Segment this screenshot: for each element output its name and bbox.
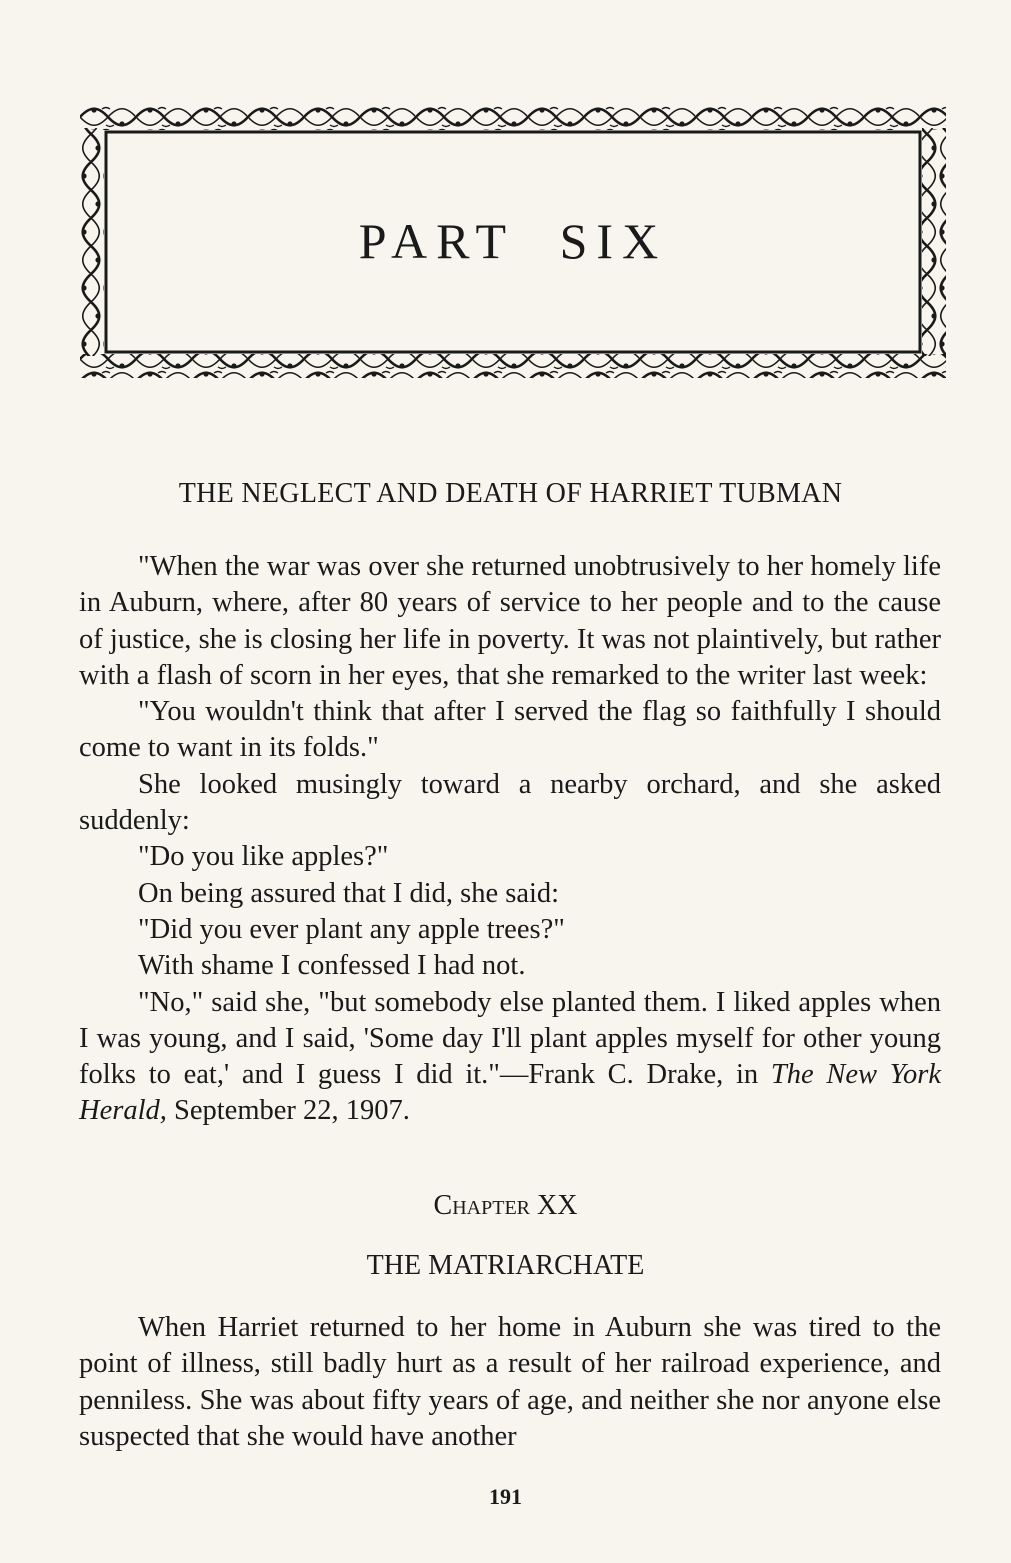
essay-title: THE NEGLECT AND DEATH OF HARRIET TUBMAN: [178, 478, 843, 509]
chapter-title: THE MATRIARCHATE: [366, 1250, 645, 1281]
part-title: PART SIX: [358, 213, 668, 269]
chapter-label: Chapter XX: [433, 1190, 578, 1221]
source-publication: The New York Herald,: [79, 1059, 941, 1127]
chapter-body: [79, 1310, 941, 1455]
epigraph-paragraph: She looked musingly toward a nearby orchard, and she asked suddenly:: [79, 768, 941, 837]
epigraph-paragraph: With shame I confessed I had not.: [138, 950, 526, 982]
epigraph-paragraph: "Did you ever plant any apple trees?": [138, 913, 565, 945]
epigraph-final-text: "No," said she, "but somebody else planted them. I liked apples when I was young, and I said, 'Some day I'll plant apples myself for other young folks to eat,' and I guess I did it."—Frank C. Drake, in: [79, 986, 941, 1091]
epigraph-paragraph: "Do you like apples?": [138, 841, 389, 873]
page-number: 191: [489, 1484, 522, 1509]
epigraph-paragraph-final: [79, 985, 941, 1130]
body-paragraph: When Harriet returned to her home in Auburn she was tired to the point of illness, still badly hurt as a result of her railroad experience, and penniless. She was about fifty years of age, and neither she nor anyone else suspected that she would have another: [79, 1312, 941, 1452]
epigraph-quote: [79, 549, 941, 1130]
epigraph-paragraph: On being assured that I did, she said:: [138, 877, 560, 909]
epigraph-paragraph: "When the war was over she returned unobtrusively to her homely life in Auburn, where, after 80 years of service to her people and to the cause of justice, she is closing her life in poverty. It was not plaintively, but rather with a flash of scorn in her eyes, that she remarked to the writer last week:: [79, 551, 941, 691]
ornamental-border-frame: [80, 106, 946, 378]
source-date: September 22, 1907.: [166, 1095, 410, 1127]
epigraph-paragraph: "You wouldn't think that after I served the flag so faithfully I should come to want in its folds.": [79, 696, 941, 764]
